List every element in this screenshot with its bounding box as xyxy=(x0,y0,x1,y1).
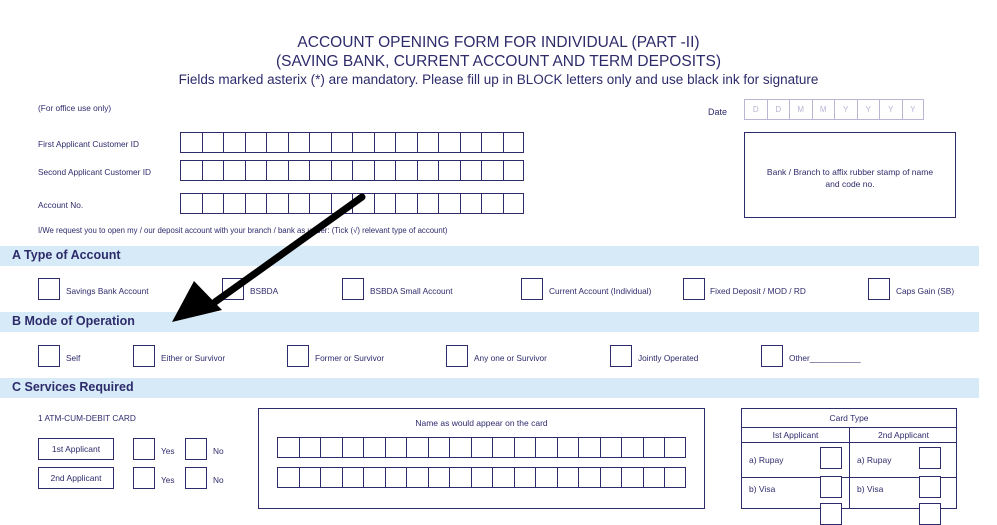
rupay-label-2: a) Rupay xyxy=(857,455,892,465)
atm-card-label: 1 ATM-CUM-DEBIT CARD xyxy=(38,413,136,423)
no-label: No xyxy=(213,446,224,456)
section-c-title: C Services Required xyxy=(12,380,134,394)
card-name-label: Name as would appear on the card xyxy=(415,418,548,428)
form-subtitle: (SAVING BANK, CURRENT ACCOUNT AND TERM DEPOSITS) xyxy=(276,53,721,70)
date-cell[interactable]: D xyxy=(767,99,790,120)
card-type-title: Card Type xyxy=(829,413,869,423)
form-title: ACCOUNT OPENING FORM FOR INDIVIDUAL (PART -II) xyxy=(297,34,700,51)
date-cell[interactable]: Y xyxy=(857,99,880,120)
option-label: Former or Survivor xyxy=(315,353,385,363)
option-label: Current Account (Individual) xyxy=(549,286,652,296)
date-cell[interactable]: Y xyxy=(902,99,925,120)
option-label: Self xyxy=(66,353,81,363)
option-label: BSBDA Small Account xyxy=(370,286,453,296)
date-cell[interactable]: M xyxy=(789,99,812,120)
visa-label-2: b) Visa xyxy=(857,484,884,494)
arrow-shaft xyxy=(215,197,362,302)
visa-label-1: b) Visa xyxy=(749,484,776,494)
date-cell[interactable]: D xyxy=(744,99,767,120)
date-cell[interactable]: M xyxy=(812,99,835,120)
stamp-text: Bank / Branch to affix rubber stamp of name and code no. xyxy=(766,167,934,189)
form-instruction: Fields marked asterix (*) are mandatory. Please fill up in BLOCK letters only and use black ink for signature xyxy=(178,72,819,87)
option-label: BSBDA xyxy=(250,286,279,296)
card-type-col2: 2nd Applicant xyxy=(877,430,930,440)
date-cell[interactable]: Y xyxy=(879,99,902,120)
no-label: No xyxy=(213,475,224,485)
option-label: Fixed Deposit / MOD / RD xyxy=(710,286,806,296)
date-cell[interactable]: Y xyxy=(834,99,857,120)
applicant1-label: 1st Applicant xyxy=(38,438,114,460)
date-label: Date xyxy=(708,107,728,117)
card-type-col1: Ist Applicant xyxy=(772,430,819,440)
option-label: Savings Bank Account xyxy=(66,286,149,296)
yes-label: Yes xyxy=(161,475,175,485)
account-no-label: Account No. xyxy=(38,200,84,210)
yes-label: Yes xyxy=(161,446,175,456)
section-b-title: B Mode of Operation xyxy=(12,314,135,328)
option-label: Any one or Survivor xyxy=(474,353,547,363)
option-label: Other___________ xyxy=(789,353,861,363)
second-applicant-id-label: Second Applicant Customer ID xyxy=(38,167,151,177)
applicant2-label: 2nd Applicant xyxy=(38,467,114,489)
option-label: Either or Survivor xyxy=(161,353,226,363)
request-text: I/We request you to open my / our deposit account with your branch / bank as under: (Tick (√) relevant type of account) xyxy=(38,226,448,235)
option-label: Jointly Operated xyxy=(638,353,699,363)
section-a-title: A Type of Account xyxy=(12,248,121,262)
rupay-label-1: a) Rupay xyxy=(749,455,784,465)
office-use-label: (For office use only) xyxy=(38,103,112,113)
option-label: Caps Gain (SB) xyxy=(896,286,955,296)
first-applicant-id-label: First Applicant Customer ID xyxy=(38,139,139,149)
